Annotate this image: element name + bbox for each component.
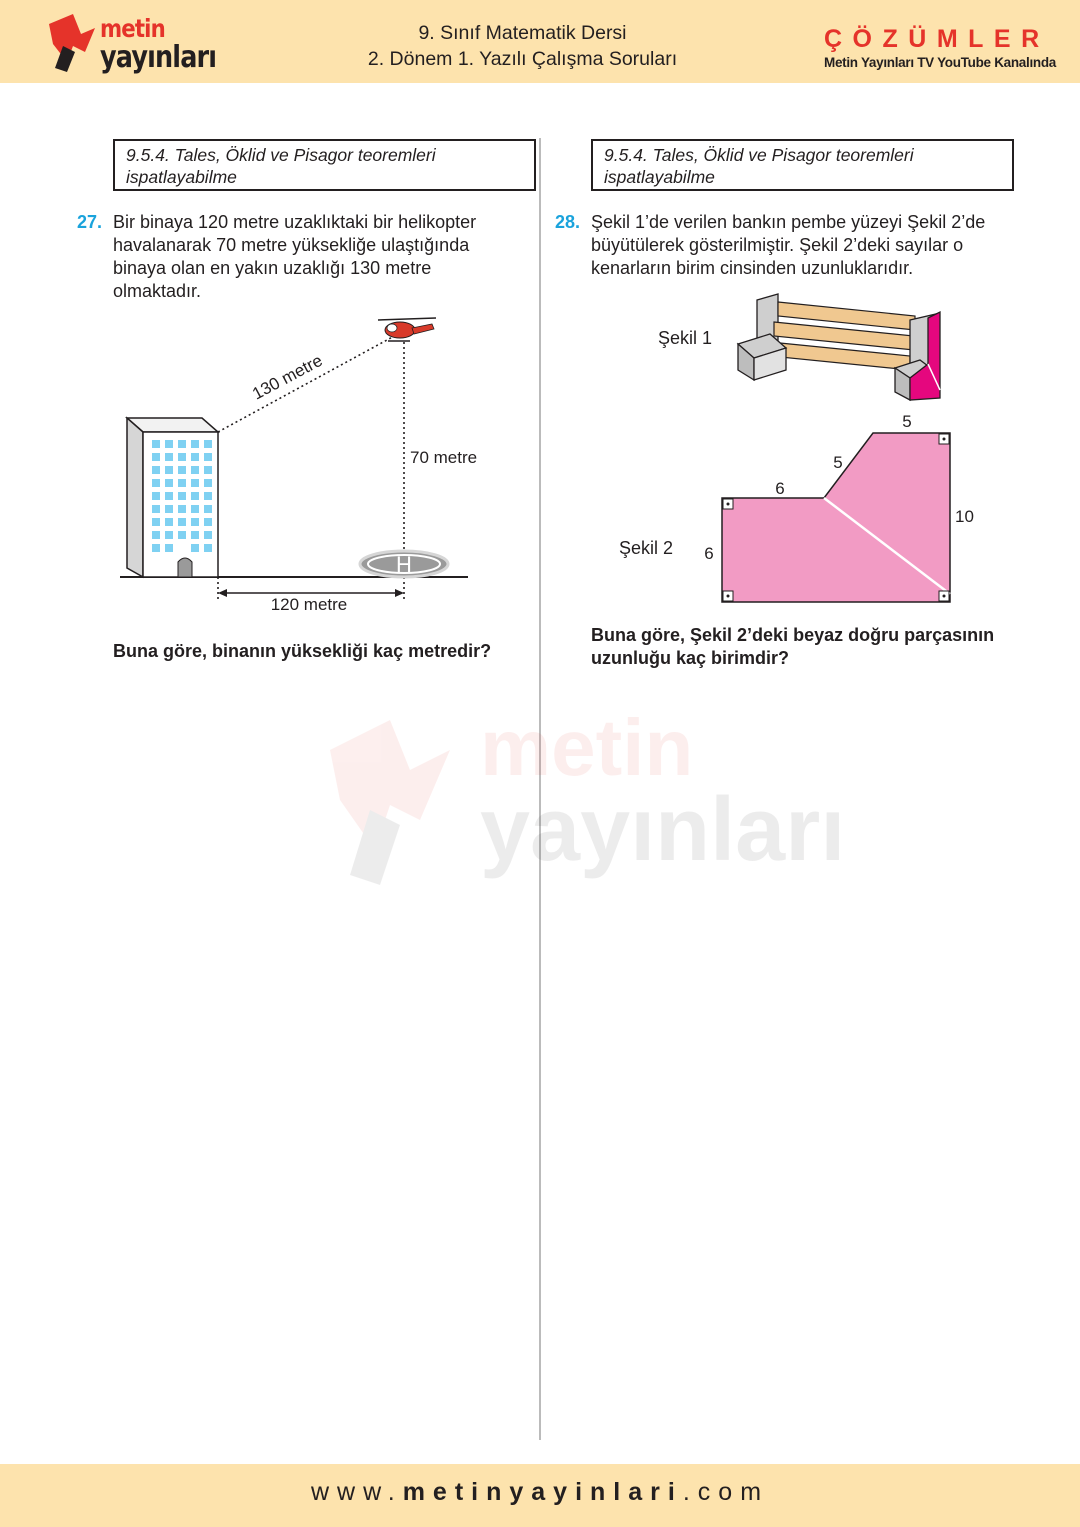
question-ask-28-line2: uzunluğu kaç birimdir? (591, 648, 790, 668)
side-slant-label: 5 (833, 453, 843, 472)
sekil2-label: Şekil 2 (619, 538, 674, 558)
footer-website[interactable] (0, 1478, 1080, 1507)
topic-right-line2: ispatlayabilme (604, 167, 715, 187)
question-number-27: 27. (77, 212, 103, 232)
label-130-metre: 130 metre (249, 350, 326, 404)
svg-text:yayınları: yayınları (480, 780, 846, 880)
logo-text-yayinlari: yayınları (100, 40, 217, 75)
question-text-28: Şekil 1’de verilen bankın pembe yüzeyi Şekil 2’de büyütülerek gösterilmiştir. Şekil 2’deki sayılar o kenarların birim cinsinden uzunluklarıdır. (591, 212, 986, 278)
header-title-line1: 9. Sınıf Matematik Dersi (418, 22, 627, 44)
topic-box-left (113, 139, 536, 191)
footer-suffix: .com (682, 1478, 770, 1506)
helipad-label: H (396, 552, 412, 577)
topic-box-right (591, 139, 1014, 191)
helicopter-icon (378, 318, 436, 341)
svg-text:metin: metin (480, 703, 694, 792)
topic-right-line1: 9.5.4. Tales, Öklid ve Pisagor teoremleri (604, 145, 914, 165)
question-ask-28-line1: Buna göre, Şekil 2’deki beyaz doğru parçasının (591, 625, 995, 645)
sekil1-label: Şekil 1 (658, 328, 713, 348)
header-title-line2: 2. Dönem 1. Yazılı Çalışma Soruları (367, 48, 678, 70)
side-mid-label: 6 (775, 479, 785, 498)
label-120-metre: 120 metre (270, 595, 348, 614)
bench-icon (738, 294, 940, 400)
footer-prefix: www. (310, 1478, 403, 1506)
watermark-logo-icon (320, 700, 846, 890)
question-text-27: Bir binaya 120 metre uzaklıktaki bir helikopter havalanarak 70 metre yüksekliğe ulaştığında binaya olan en yakın uzaklığı 130 metre olmaktadır. (113, 212, 477, 301)
question-ask-27: Buna göre, binanın yüksekliği kaç metredir? (113, 641, 492, 661)
bench-figure (610, 290, 1000, 615)
side-left-label: 6 (704, 544, 714, 563)
side-right-label: 10 (955, 507, 974, 526)
footer-brand: metinyayinlari (402, 1478, 683, 1506)
solutions-subtitle: Metin Yayınları TV YouTube Kanalında (824, 55, 1057, 70)
topic-left-line2: ispatlayabilme (126, 167, 237, 187)
logo-text-metin: metin (100, 14, 165, 43)
side-top-label: 5 (902, 412, 912, 431)
solutions-heading: ÇÖZÜMLER (824, 25, 1050, 53)
helicopter-building-figure (110, 310, 490, 615)
label-70-metre: 70 metre (410, 448, 478, 467)
topic-left-line1: 9.5.4. Tales, Öklid ve Pisagor teoremleri (126, 145, 436, 165)
question-number-28: 28. (555, 212, 581, 232)
